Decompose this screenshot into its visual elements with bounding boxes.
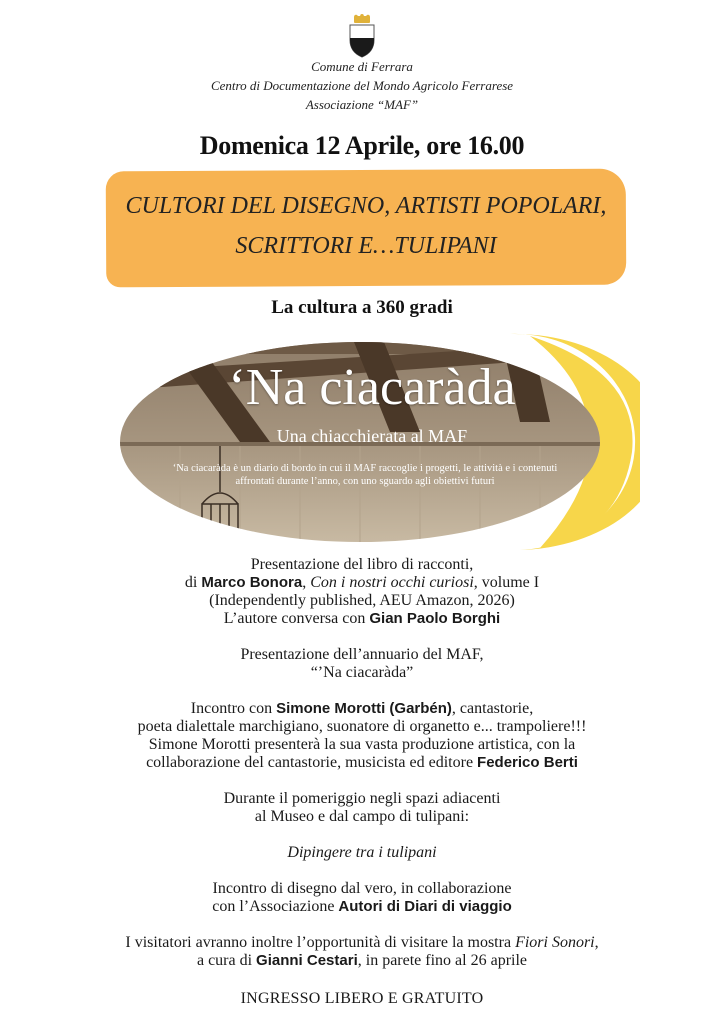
hero-description: ‘Na ciacaràda è un diario di bordo in cui il MAF raccoglie i progetti, le attività e i contenuti affrontati durante l’anno, con uno sguardo agli obiettivi futuri <box>172 463 558 487</box>
incontro-line-4-pre: collaborazione del cantastorie, musicista ed editore <box>146 754 478 771</box>
hero-title: ‘Na ciacaràda <box>228 359 516 416</box>
event-program <box>60 556 664 988</box>
mostra-title: Fiori Sonori <box>515 934 595 951</box>
annuario-line-1: Presentazione dell’annuario del MAF, <box>240 646 484 663</box>
book-moderator: Gian Paolo Borghi <box>369 610 501 627</box>
book-line-4-pre: L’autore conversa con <box>223 610 370 627</box>
book-title: Con i nostri occhi curiosi <box>310 574 474 591</box>
org-line-associazione: Associazione “MAF” <box>305 97 419 112</box>
mostra-line-2-post: , in parete fino al 26 aprile <box>357 952 528 969</box>
incontro-line-2: poeta dialettale marchigiano, suonatore di organetto e... trampoliere!!! <box>137 718 587 735</box>
pomeriggio-line-2: al Museo e dal campo di tulipani: <box>254 808 470 825</box>
book-volume: , volume I <box>473 574 540 591</box>
mostra-info <box>60 934 664 970</box>
incontro-morotti <box>60 700 664 772</box>
pomeriggio-line-1: Durante il pomeriggio negli spazi adiacenti <box>223 790 501 807</box>
dipingere-text: Dipingere tra i tulipani <box>287 844 437 861</box>
annuario-line-2: “’Na ciacaràda” <box>310 664 414 681</box>
incontro-artist: Simone Morotti (Garbén) <box>276 700 452 717</box>
mostra-line-1-pre: I visitatori avranno inoltre l’opportunità di visitare la mostra <box>125 934 516 951</box>
annuario-presentation <box>60 646 664 682</box>
book-presentation <box>60 556 664 628</box>
book-line-2-pre: di <box>184 574 202 591</box>
subtitle: La cultura a 360 gradi <box>271 297 453 318</box>
incontro-line-1-post: , cantastorie, <box>451 700 534 717</box>
banner-line-2: SCRITTORI E…TULIPANI <box>235 233 497 259</box>
incontro-line-3: Simone Morotti presenterà la sua vasta produzione artistica, con la <box>148 736 576 753</box>
mostra-curator: Gianni Cestari <box>256 952 358 969</box>
org-line-centro: Centro di Documentazione del Mondo Agricolo Ferrarese <box>210 78 514 93</box>
book-publisher: (Independently published, AEU Amazon, 2026) <box>209 592 515 609</box>
incontro-collaborator: Federico Berti <box>477 754 578 771</box>
mostra-line-2-pre: a cura di <box>196 952 257 969</box>
disegno-line-2-pre: con l’Associazione <box>212 898 339 915</box>
footer-free-entry: INGRESSO LIBERO E GRATUITO <box>240 990 484 1007</box>
pomeriggio-info <box>60 790 664 826</box>
incontro-line-1-pre: Incontro con <box>190 700 277 717</box>
book-line-2-mid: , <box>302 574 311 591</box>
book-line-1: Presentazione del libro di racconti, <box>250 556 474 573</box>
disegno-line-1: Incontro di disegno dal vero, in collaborazione <box>212 880 512 897</box>
hero-subtitle: Una chiacchierata al MAF <box>276 426 468 446</box>
book-author: Marco Bonora <box>201 574 303 591</box>
ferrara-crest-icon <box>345 14 379 58</box>
title-banner-text <box>106 186 626 266</box>
mostra-line-1-post: , <box>594 934 599 951</box>
banner-line-1: CULTORI DEL DISEGNO, ARTISTI POPOLARI, <box>125 193 607 219</box>
disegno-association: Autori di Diari di viaggio <box>338 898 512 915</box>
org-line-comune: Comune di Ferrara <box>311 59 413 74</box>
dipingere-title <box>60 844 664 862</box>
disegno-info <box>60 880 664 916</box>
event-date: Domenica 12 Aprile, ore 16.00 <box>199 131 525 160</box>
